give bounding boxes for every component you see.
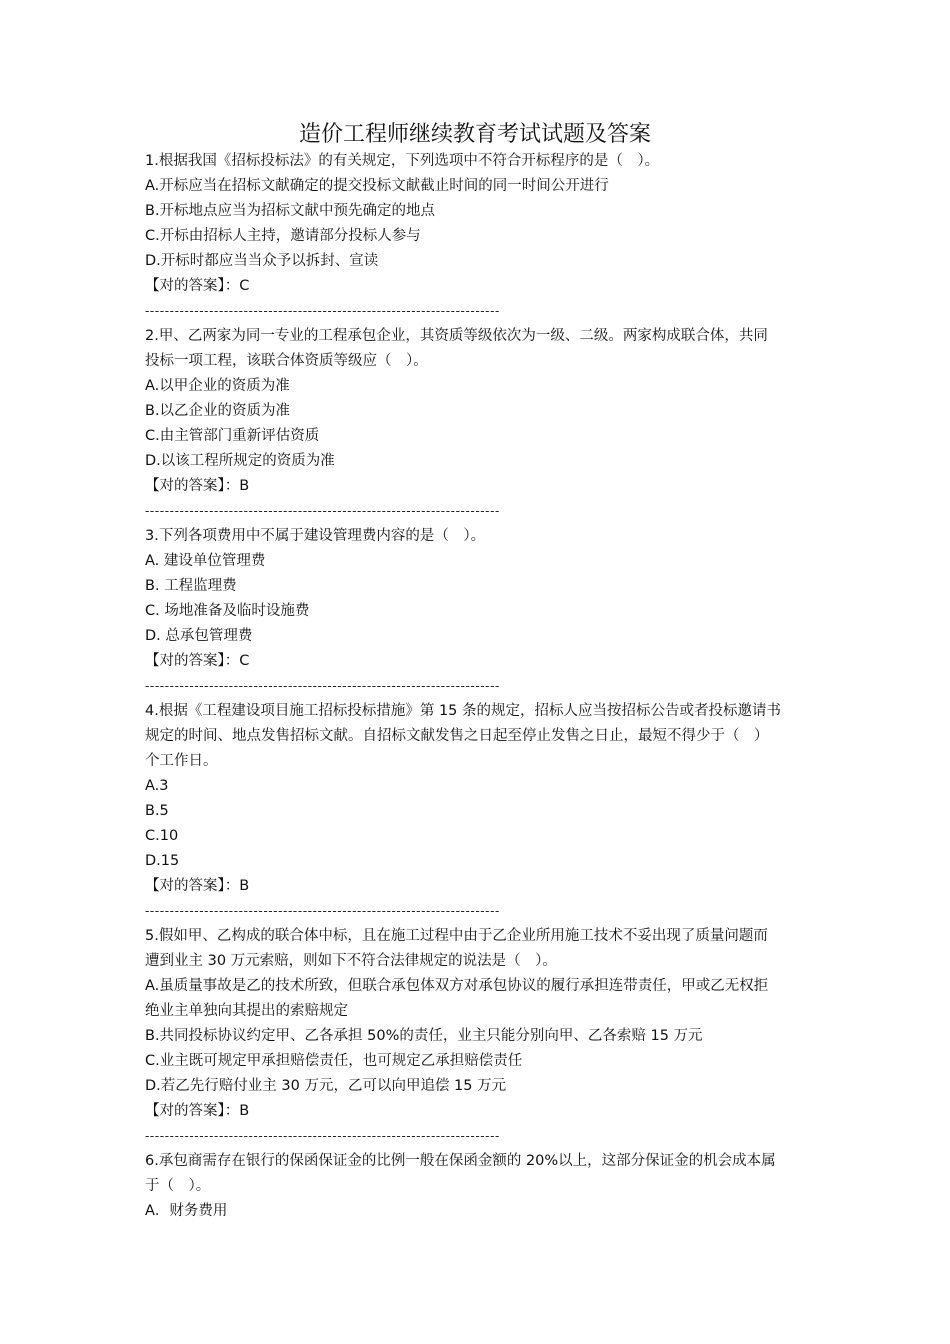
option-d: D. 总承包管理费	[145, 628, 253, 644]
separator-line: ------------------------------------------------------------------------	[145, 904, 500, 918]
option-a: A.3	[145, 778, 169, 794]
document-body	[145, 149, 810, 1224]
answer-line: 【对的答案】：B	[145, 878, 250, 894]
option-d: D.开标时都应当当众予以拆封、宣读	[145, 253, 379, 269]
question-stem: 遭到业主 30 万元索赔，则如下不符合法律规定的说法是（ ）。	[145, 953, 557, 969]
option-b: B.以乙企业的资质为准	[145, 403, 291, 419]
option-b: B.5	[145, 803, 169, 819]
question-stem: 3.下列各项费用中不属于建设管理费内容的是（ ）。	[145, 528, 486, 544]
option-d: D.若乙先行赔付业主 30 万元，乙可以向甲追偿 15 万元	[145, 1078, 507, 1094]
option-c: C.业主既可规定甲承担赔偿责任，也可规定乙承担赔偿责任	[145, 1053, 523, 1069]
option-c: C.10	[145, 828, 179, 844]
option-b: B. 工程监理费	[145, 578, 237, 594]
option-b: B.开标地点应当为招标文献中预先确定的地点	[145, 203, 436, 219]
question-stem: 4.根据《工程建设项目施工招标投标措施》第 15 条的规定，招标人应当按招标公告或者投标邀请书	[145, 703, 781, 719]
question-stem: 于（ ）。	[145, 1178, 211, 1194]
question-stem: 2.甲、乙两家为同一专业的工程承包企业，其资质等级依次为一级、二级。两家构成联合体，共同	[145, 328, 768, 344]
option-d: D.15	[145, 853, 180, 869]
question-stem: 投标一项工程，该联合体资质等级应（ ）。	[145, 353, 428, 369]
option-a: A.以甲企业的资质为准	[145, 378, 290, 394]
answer-line: 【对的答案】：C	[145, 653, 250, 669]
separator-line: ------------------------------------------------------------------------	[145, 679, 500, 693]
option-d: D.以该工程所规定的资质为准	[145, 453, 335, 469]
question-stem: 1.根据我国《招标投标法》的有关规定，下列选项中不符合开标程序的是（ ）。	[145, 153, 660, 169]
option-a: A. 建设单位管理费	[145, 553, 266, 569]
option-a: A．财务费用	[145, 1203, 228, 1219]
answer-line: 【对的答案】：B	[145, 478, 250, 494]
question-stem: 5.假如甲、乙构成的联合体中标，且在施工过程中由于乙企业所用施工技术不妥出现了质量问题而	[145, 928, 768, 944]
option-a-continued: 绝业主单独向其提出的索赔规定	[145, 1003, 348, 1019]
separator-line: ------------------------------------------------------------------------	[145, 1129, 500, 1143]
separator-line: ------------------------------------------------------------------------	[145, 504, 500, 518]
question-stem: 6.承包商需存在银行的保函保证金的比例一般在保函金额的 20%以上，这部分保证金的机会成本属	[145, 1153, 776, 1169]
question-stem: 个工作日。	[145, 753, 218, 769]
answer-line: 【对的答案】：B	[145, 1103, 250, 1119]
question-stem: 规定的时间、地点发售招标文献。自招标文献发售之日起至停止发售之日止，最短不得少于（ ）	[145, 728, 769, 744]
option-c: C. 场地准备及临时设施费	[145, 603, 310, 619]
separator-line: ------------------------------------------------------------------------	[145, 304, 500, 318]
document-title: 造价工程师继续教育考试试题及答案	[298, 122, 651, 147]
option-a: A.虽质量事故是乙的技术所致，但联合承包体双方对承包协议的履行承担连带责任，甲或乙无权拒	[145, 978, 769, 994]
option-c: C.由主管部门重新评估资质	[145, 428, 320, 444]
option-a: A.开标应当在招标文献确定的提交投标文献截止时间的同一时间公开进行	[145, 178, 609, 194]
answer-line: 【对的答案】：C	[145, 278, 250, 294]
option-c: C.开标由招标人主持，邀请部分投标人参与	[145, 228, 421, 244]
option-b: B.共同投标协议约定甲、乙各承担 50%的责任，业主只能分别向甲、乙各索赔 15 万元	[145, 1028, 703, 1044]
